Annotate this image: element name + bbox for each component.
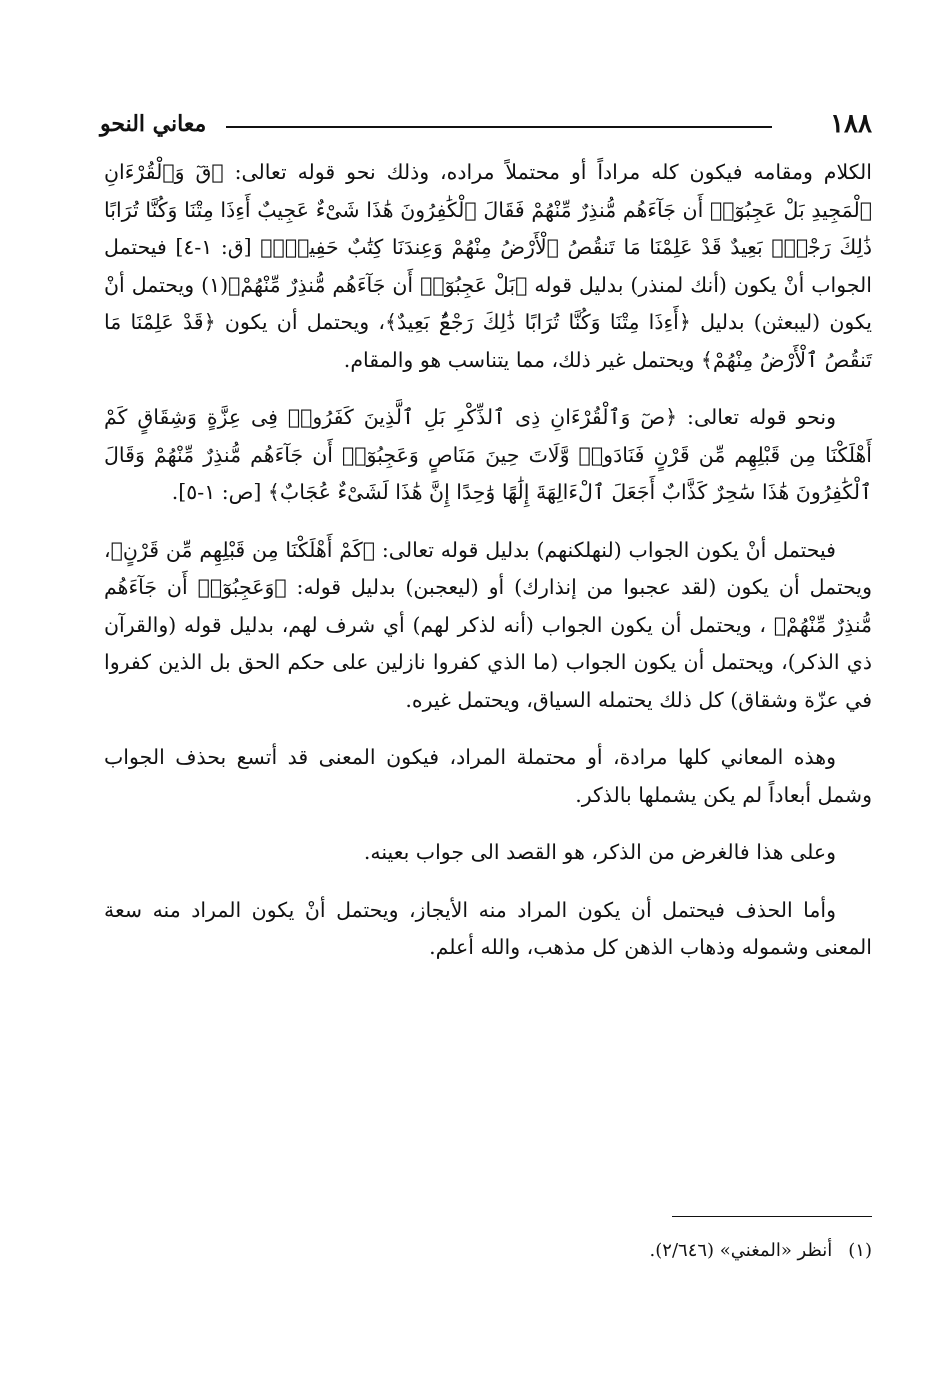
paragraph-4: وهذه المعاني كلها مرادة، أو محتملة المراد، فيكون المعنى قد أتسع بحذف الجواب وشمل أبعاداً لم يكن يشملها بالذكر. <box>104 745 872 807</box>
paragraph-1: الكلام ومقامه فيكون كله مراداً أو محتملاً مراده، وذلك نحو قوله تعالى: ﴿قٓ وَٱلْقُرْءَانِ ٱلْمَجِيدِ بَلْ عَجِبُوٓا۟ أَن جَآءَهُم مُّنذِرٌ مِّنْهُمْ فَقَالَ ٱلْكَٰفِرُونَ هَٰذَا شَىْءٌ عَجِيبٌ أَءِذَا مِتْنَا وَكُنَّا تُرَابًا ذَٰلِكَ رَجْعٌۢ بَعِيدٌ قَدْ عَلِمْنَا مَا تَنقُصُ ٱلْأَرْضُ مِنْهُمْ وَعِندَنَا كِتَٰبٌ حَفِيظٌۢ﴾ [ق: ١-٤] فيحتمل الجواب أنْ يكون (أنك لمنذر) بدليل قوله ﴿بَلْ عَجِبُوٓا۟ أَن جَآءَهُم مُّنذِرٌ مِّنْهُمْ﴾(١) ويحتمل أنْ يكون (ليبعثن) بدليل ﴿أَءِذَا مِتْنَا وَكُنَّا تُرَابًا ذَٰلِكَ رَجْعٌۢ بَعِيدٌ﴾، ويحتمل أن يكون ﴿قَدْ عَلِمْنَا مَا تَنقُصُ ٱلْأَرْضُ مِنْهُمْ﴾ ويحتمل غير ذلك، مما يتناسب هو والمقام. <box>104 160 873 372</box>
paragraph-2: ونحو قوله تعالى: ﴿صٓ وَٱلْقُرْءَانِ ذِى ٱلذِّكْرِ بَلِ ٱلَّذِينَ كَفَرُوا۟ فِى عِزَّةٍ وَشِقَاقٍ كَمْ أَهْلَكْنَا مِن قَبْلِهِم مِّن قَرْنٍ فَنَادَوا۟ وَّلَاتَ حِينَ مَنَاصٍ وَعَجِبُوٓا۟ أَن جَآءَهُم مُّنذِرٌ مِّنْهُمْ وَقَالَ ٱلْكَٰفِرُونَ هَٰذَا سَٰحِرٌ كَذَّابٌ أَجَعَلَ ٱلْءَالِهَةَ إِلَٰهًا وَٰحِدًا إِنَّ هَٰذَا لَشَىْءٌ عُجَابٌ﴾ [ص: ١-٥]. <box>104 405 872 504</box>
paragraph-6: وأما الحذف فيحتمل أن يكون المراد منه الأيجاز، ويحتمل أنْ يكون المراد منه سعة المعنى وشموله وذهاب الذهن كل مذهب، والله أعلم. <box>104 897 872 959</box>
body-text <box>104 154 872 987</box>
page-number: ١٨٨ <box>830 109 872 139</box>
footnote <box>104 1236 872 1266</box>
header-rule <box>226 126 772 128</box>
paragraph-5: وعلى هذا فالغرض من الذكر، هو القصد الى جواب بعينه. <box>363 840 836 864</box>
page-header <box>100 104 872 144</box>
running-title: معاني النحو <box>100 111 207 137</box>
footnote-text: أنظر «المغني» (٢/٦٤٦). <box>649 1240 833 1261</box>
paragraph-3: فيحتمل أنْ يكون الجواب (لنهلكنهم) بدليل قوله تعالى: ﴿كَمْ أَهْلَكْنَا مِن قَبْلِهِم مِّن قَرْنٍ﴾، ويحتمل أن يكون (لقد عجبوا من إنذارك) أو (ليعجبن) بدليل قوله: ﴿وَعَجِبُوٓا۟ أَن جَآءَهُم مُّنذِرٌ مِّنْهُمْ﴾ ، ويحتمل أن يكون الجواب (أنه لذكر لهم) أي شرف لهم، بدليل قوله (والقرآن ذي الذكر)، ويحتمل أن يكون الجواب (ما الذي كفروا نازلين على حكم الحق بل الذين كفروا في عزّة وشقاق) كل ذلك يحتمله السياق، ويحتمل غيره. <box>104 537 872 712</box>
footnote-number: (١) <box>848 1240 872 1261</box>
footnote-rule <box>672 1216 872 1217</box>
